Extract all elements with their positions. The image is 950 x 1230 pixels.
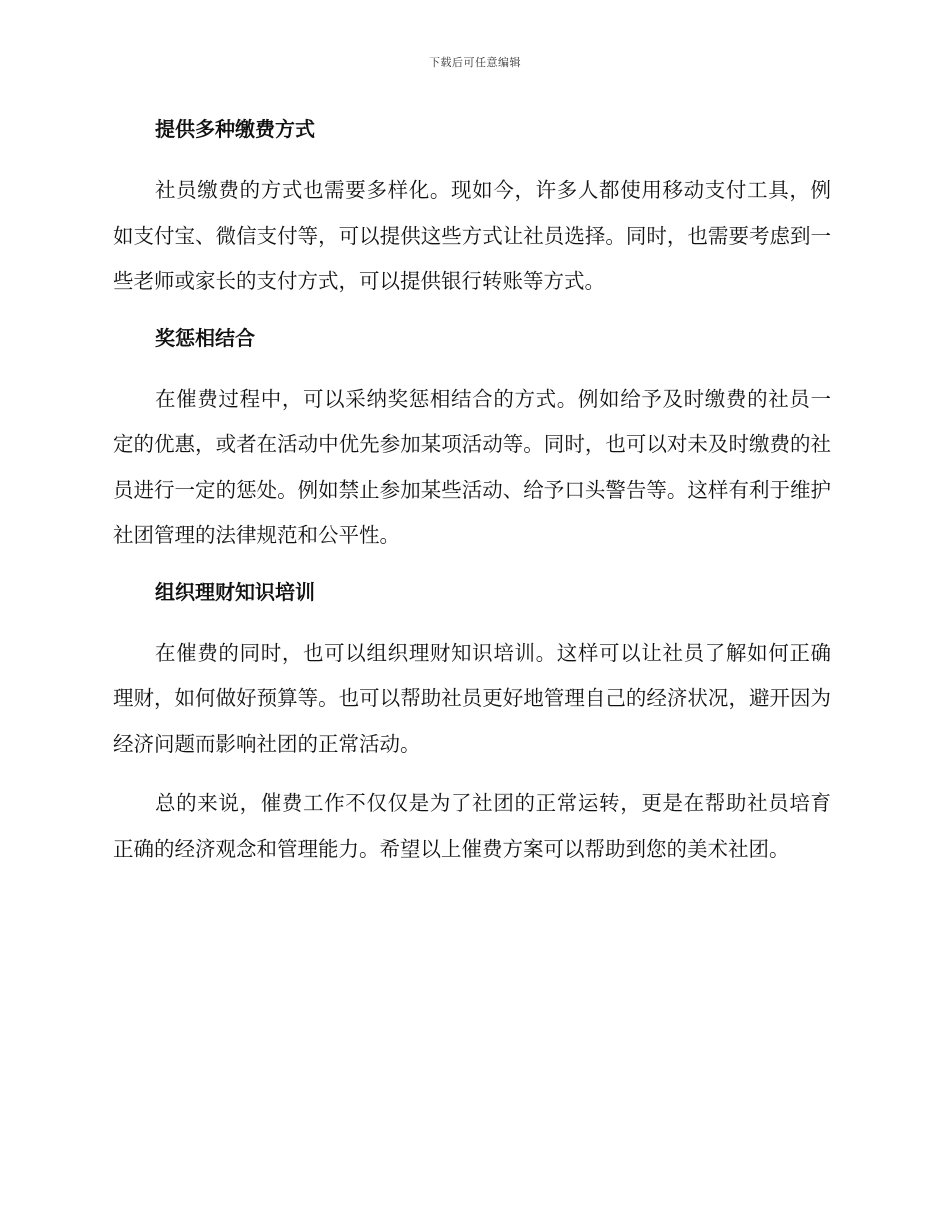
- conclusion-paragraph: 总的来说，催费工作不仅仅是为了社团的正常运转，更是在帮助社员培育正确的经济观念和管理能力。希望以上催费方案可以帮助到您的美术社团。: [113, 791, 831, 861]
- section-paragraph-rewards-penalties: 在催费过程中，可以采纳奖惩相结合的方式。例如给予及时缴费的社员一定的优惠，或者在活动中优先参加某项活动等。同时，也可以对未及时缴费的社员进行一定的惩处。例如禁止参加某些活动、给予口头警告等。这样有利于维护社团管理的法律规范和公平性。: [113, 386, 831, 547]
- section-paragraph-payment-methods: 社员缴费的方式也需要多样化。现如今，许多人都使用移动支付工具，例如支付宝、微信支付等，可以提供这些方式让社员选择。同时，也需要考虑到一些老师或家长的支付方式，可以提供银行转账等方式。: [113, 178, 831, 293]
- section-heading-payment-methods: 提供多种缴费方式: [155, 117, 315, 141]
- section-heading-rewards-penalties: 奖惩相结合: [155, 325, 255, 350]
- document-body: [113, 110, 831, 886]
- section-paragraph-finance-training: 在催费的同时，也可以组织理财知识培训。这样可以让社员了解如何正确理财，如何做好预算等。也可以帮助社员更好地管理自己的经济状况，避开因为经济问题而影响社团的正常活动。: [113, 640, 831, 756]
- section-heading-finance-training: 组织理财知识培训: [155, 579, 315, 604]
- page-header-note: 下载后可任意编辑: [429, 56, 521, 69]
